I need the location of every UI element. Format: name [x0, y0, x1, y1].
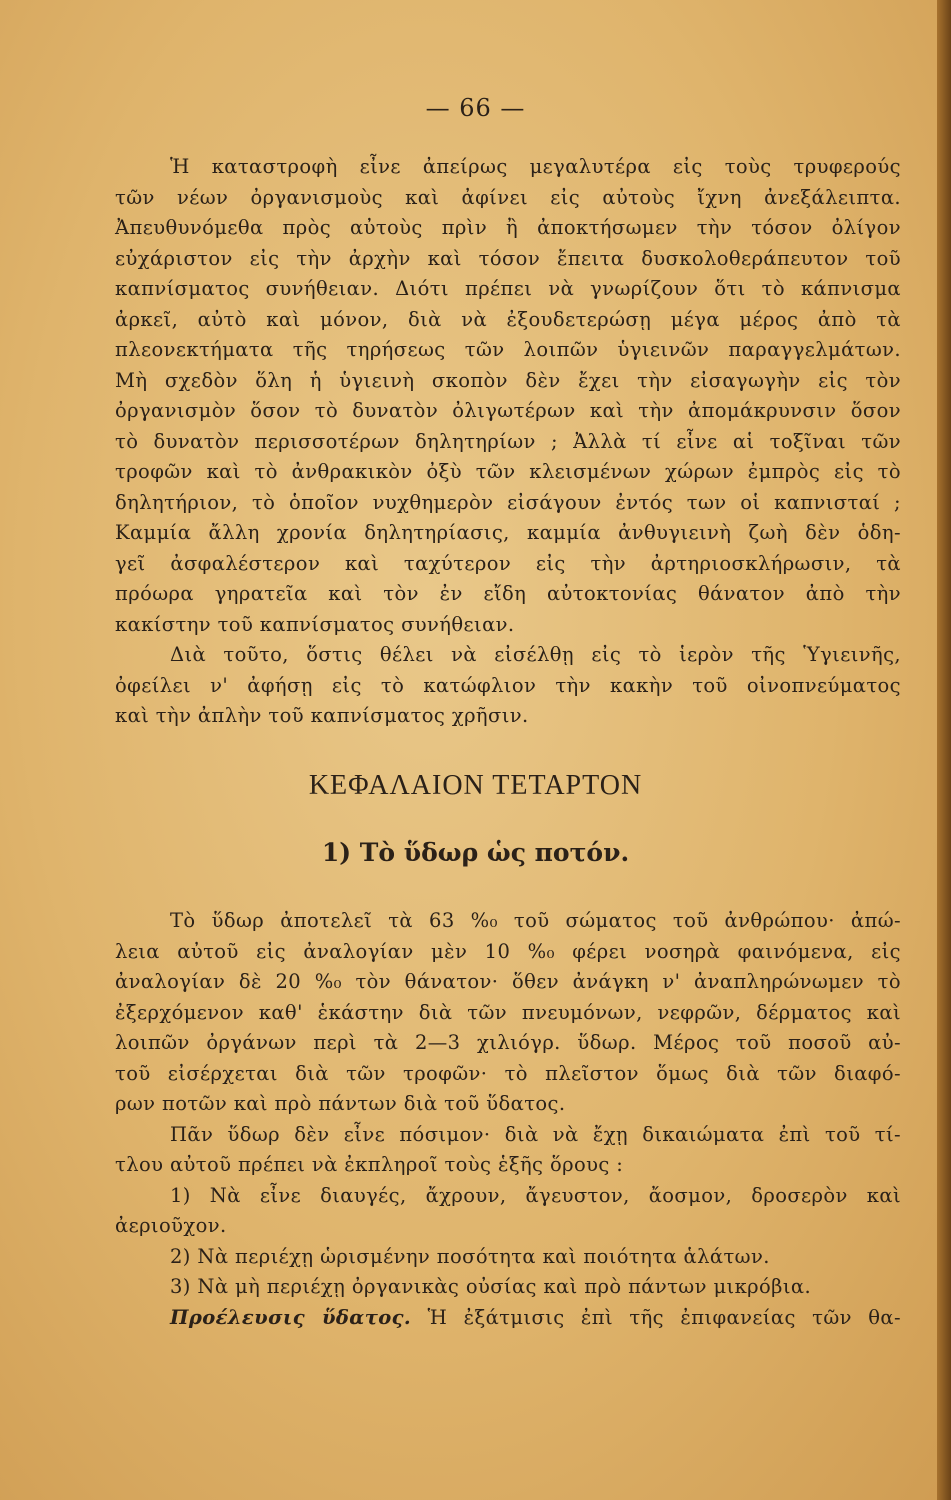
text-line: Ἡ καταστροφὴ εἶνε ἀπείρως μεγαλυτέρα εἰς τοὺς τρυφερούς — [170, 155, 901, 178]
text-line: Διὰ τοῦτο, ὅστις θέλει νὰ εἰσέλθῃ εἰς τὸ ἱερὸν τῆς Ὑγιεινῆς, — [170, 643, 901, 666]
text-line: λεια αὐτοῦ εἰς ἀναλογίαν μὲν 10 %₀ φέρει νοσηρὰ φαινόμενα, εἰς — [115, 939, 901, 963]
text-line: καπνίσματος συνήθειαν. Διότι πρέπει νὰ γνωρίζουν ὅτι τὸ κάπνισμα — [115, 277, 901, 300]
text-line: ὀργανισμὸν ὅσον τὸ δυνατὸν ὀλιγωτέρων καὶ τὴν ἀπομάκρυνσιν ὅσον — [115, 399, 901, 422]
subheading-inline: Προέλευσις ὕδατος. — [170, 1305, 412, 1329]
text-line: δηλητήριον, τὸ ὁποῖον νυχθημερὸν εἰσάγουν ἐντός των οἱ καπνισταί ; — [115, 490, 901, 514]
text-line: τοῦ εἰσέρχεται διὰ τῶν τροφῶν· τὸ πλεῖστον ὅμως διὰ τῶν διαφό- — [115, 1061, 901, 1085]
text-line: ἀεριοῦχον. — [115, 1214, 227, 1237]
text-line: τροφῶν καὶ τὸ ἀνθρακικὸν ὀξὺ τῶν κλεισμένων χώρων ἐμπρὸς εἰς τὸ — [115, 460, 901, 483]
text-line: Μὴ σχεδὸν ὅλη ἡ ὑγιεινὴ σκοπὸν δὲν ἔχει τὴν εἰσαγωγὴν εἰς τὸν — [115, 368, 901, 392]
text-line: Τὸ ὕδωρ ἀποτελεῖ τὰ 63 %₀ τοῦ σώματος τοῦ ἀνθρώπου· ἀπώ- — [170, 909, 901, 932]
text-line: τὸ δυνατὸν περισσοτέρων δηλητηρίων ; Ἀλλὰ τί εἶνε αἱ τοξῖναι τῶν — [115, 429, 901, 453]
text-line: Καμμία ἄλλη χρονία δηλητηρίασις, καμμία ἀνθυγιεινὴ ζωὴ δὲν ὁδη- — [115, 521, 901, 544]
chapter-heading: ΚΕΦΑΛΑΙΟΝ ΤΕΤΑΡΤΟΝ — [308, 770, 643, 801]
text-line: 3) Νὰ μὴ περιέχῃ ὀργανικὰς οὐσίας καὶ πρὸ πάντων μικρόβια. — [170, 1275, 812, 1298]
text-line: ἀρκεῖ, αὐτὸ καὶ μόνον, διὰ νὰ ἐξουδετερώσῃ μέγα μέρος ἀπὸ τὰ — [115, 307, 901, 331]
section-heading: 1) Τὸ ὕδωρ ὡς ποτόν. — [321, 838, 630, 867]
text-line: Πᾶν ὕδωρ δὲν εἶνε πόσιμον· διὰ νὰ ἔχῃ δικαιώματα ἐπὶ τοῦ τί- — [170, 1122, 901, 1146]
page-edge — [937, 0, 951, 1500]
text-line: λοιπῶν ὀργάνων περὶ τὰ 2—3 χιλιόγρ. ὕδωρ. Μέρος τοῦ ποσοῦ αὐ- — [115, 1031, 901, 1054]
text-line: 2) Νὰ περιέχῃ ὡρισμένην ποσότητα καὶ ποιότητα ἁλάτων. — [170, 1244, 770, 1268]
text-continuation: Ἡ ἐξάτμισις ἐπὶ τῆς ἐπιφανείας τῶν θα- — [411, 1305, 901, 1329]
text-line: ὀφείλει ν' ἀφήσῃ εἰς τὸ κατώφλιον τὴν κακὴν τοῦ οἰνοπνεύματος — [115, 673, 901, 697]
text-line: ρων ποτῶν καὶ πρὸ πάντων διὰ τοῦ ὕδατος. — [115, 1092, 566, 1115]
text-line: πρόωρα γηρατεῖα καὶ τὸν ἐν εἴδη αὐτοκτονίας θάνατον ἀπὸ τὴν — [115, 582, 901, 605]
text-line: γεῖ ἀσφαλέστερον καὶ ταχύτερον εἰς τὴν ἀρτηριοσκλήρωσιν, τὰ — [115, 551, 901, 575]
text-line: Ἀπευθυνόμεθα πρὸς αὐτοὺς πρὶν ἢ ἀποκτήσωμεν τὴν τόσον ὀλίγον — [115, 216, 901, 239]
text-line: 1) Νὰ εἶνε διαυγές, ἄχρουν, ἄγευστον, ἄοσμον, δροσερὸν καὶ — [170, 1183, 901, 1207]
text-line: πλεονεκτήματα τῆς τηρήσεως τῶν λοιπῶν ὑγιεινῶν παραγγελμάτων. — [115, 338, 901, 361]
text-line-final — [115, 1303, 901, 1334]
text-line: ἀναλογίαν δὲ 20 %₀ τὸν θάνατον· ὅθεν ἀνάγκη ν' ἀναπληρώνωμεν τὸ — [115, 970, 901, 993]
text-line: τῶν νέων ὀργανισμοὺς καὶ ἀφίνει εἰς αὐτοὺς ἴχνη ἀνεξάλειπτα. — [115, 185, 901, 209]
paragraph-bottom — [115, 906, 901, 1333]
text-line: ἐξερχόμενον καθ' ἑκάστην διὰ τῶν πνευμόνων, νεφρῶν, δέρματος καὶ — [115, 1000, 901, 1024]
paragraph-top — [115, 152, 901, 732]
text-line: κακίστην τοῦ καπνίσματος συνήθειαν. — [115, 612, 515, 636]
page-number: — 66 — — [425, 94, 526, 122]
text-line: τλου αὐτοῦ πρέπει νὰ ἐκπληροῖ τοὺς ἑξῆς ὅρους : — [115, 1153, 624, 1176]
text-line: καὶ τὴν ἀπλὴν τοῦ καπνίσματος χρῆσιν. — [115, 704, 529, 727]
text-line: εὐχάριστον εἰς τὴν ἀρχὴν καὶ τόσον ἔπειτα δυσκολοθεράπευτον τοῦ — [115, 246, 901, 270]
